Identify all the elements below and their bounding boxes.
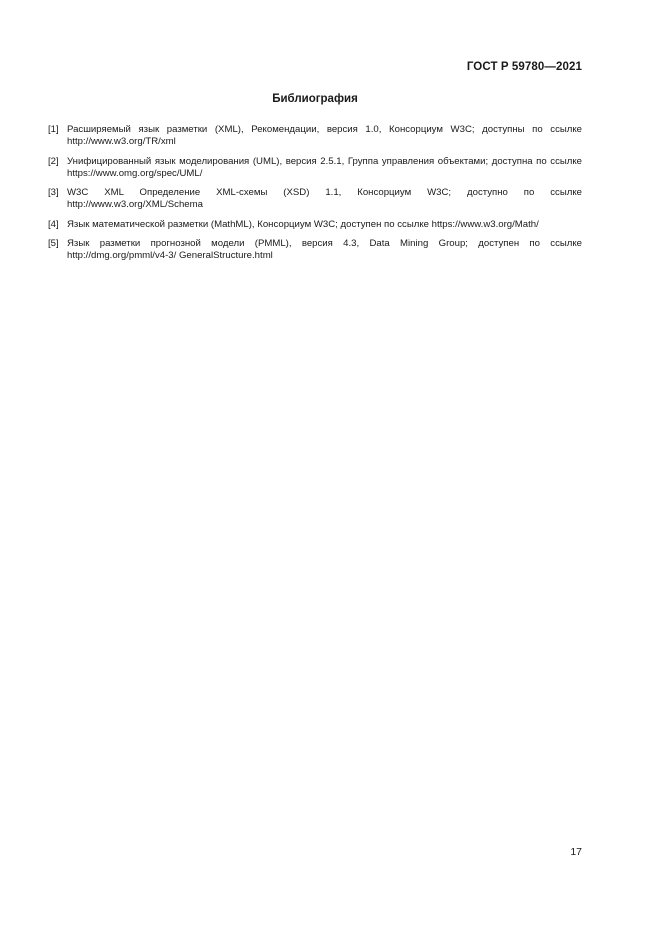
bibliography-item <box>48 219 582 231</box>
reference-number: [5] <box>48 238 59 250</box>
reference-text: Язык разметки прогнозной модели (PMML), версия 4.3, Data Mining Group; доступен по ссылке http://dmg.org/pmml/v4-3/ GeneralStructure.html <box>67 238 582 262</box>
page-number: 17 <box>570 846 582 858</box>
reference-number: [1] <box>48 124 59 135</box>
bibliography-item <box>48 238 582 262</box>
document-standard-number: ГОСТ Р 59780—2021 <box>466 61 582 73</box>
bibliography-title: Библиография <box>272 93 358 105</box>
reference-text: Унифицированный язык моделирования (UML), версия 2.5.1, Группа управления объектами; доступна по ссылке https://www.omg.org/spec/UML/ <box>67 155 582 179</box>
bibliography-list <box>48 124 582 270</box>
reference-number: [4] <box>48 218 59 230</box>
reference-text: Расширяемый язык разметки (XML), Рекомендации, версия 1.0, Консорциум W3C; доступны по ссылке http://www.w3.org/TR/xml <box>67 124 582 148</box>
reference-number: [3] <box>48 187 59 199</box>
bibliography-item <box>48 156 582 180</box>
bibliography-item <box>48 124 582 148</box>
reference-text: W3C XML Определение XML-схемы (XSD) 1.1, Консорциум W3C; доступно по ссылке http://www.w3.org/XML/Schema <box>67 187 582 211</box>
bibliography-item <box>48 187 582 211</box>
reference-number: [2] <box>48 155 59 167</box>
reference-text: Язык математической разметки (MathML), Консорциум W3C; доступен по ссылке https://www.w3.org/Math/ <box>67 218 539 230</box>
